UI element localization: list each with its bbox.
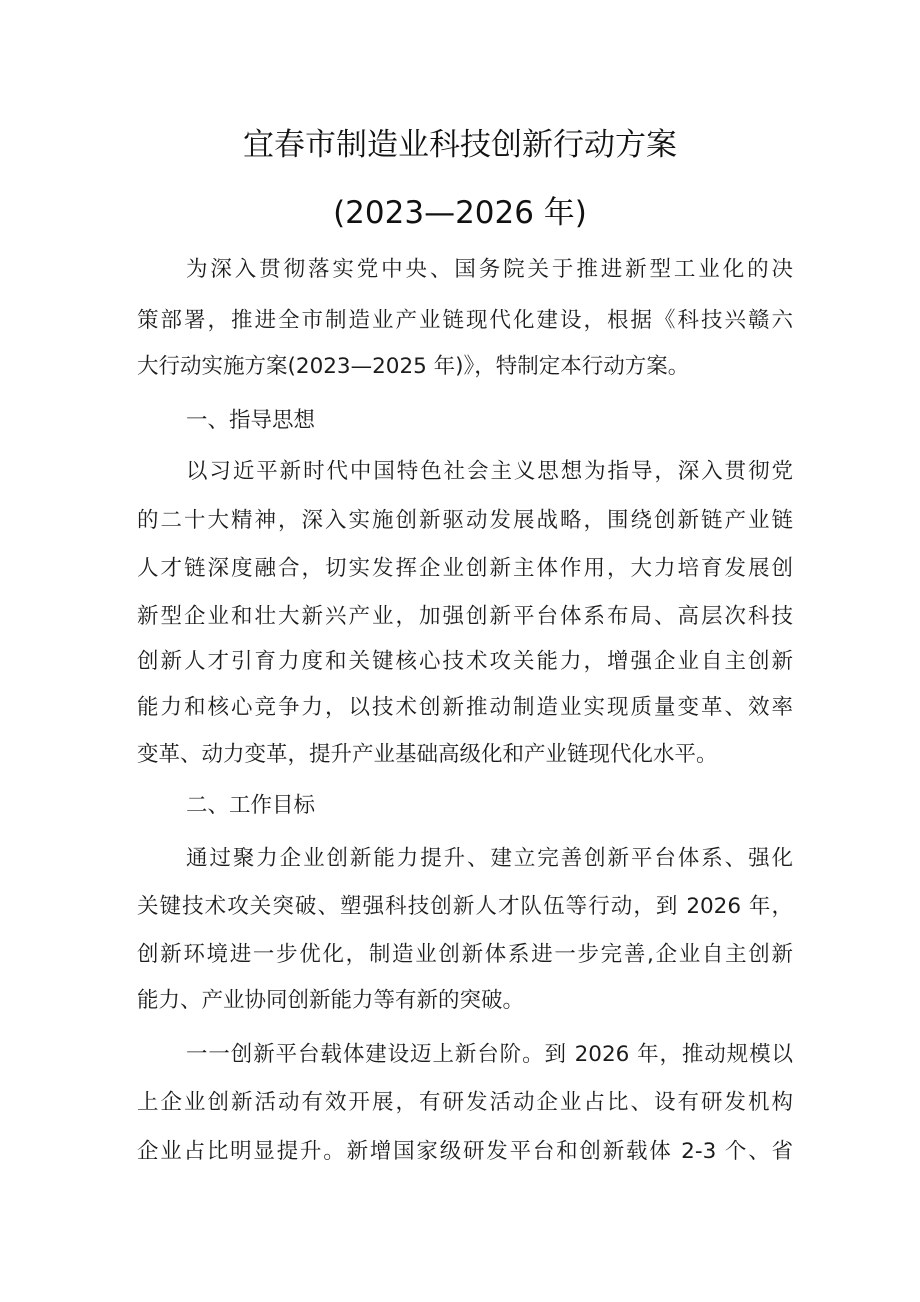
intro-line-2: 策部署，推进全市制造业产业链现代化建设，根据《科技兴赣六 [137, 308, 793, 333]
section1-line-3: 人才链深度融合，切实发挥企业创新主体作用，大力培育发展创 [137, 556, 793, 581]
section2-line-3: 创新环境进一步优化，制造业创新体系进一步完善,企业自主创新 [137, 942, 793, 967]
section1-line-4: 新型企业和壮大新兴产业，加强创新平台体系布局、高层次科技 [137, 604, 793, 629]
goal-item-1-line-1: 一一创新平台载体建设迈上新台阶。到 2026 年，推动规模以 [186, 1042, 793, 1067]
section-heading-guiding-ideology: 一、指导思想 [186, 408, 316, 433]
intro-line-1: 为深入贯彻落实党中央、国务院关于推进新型工业化的决 [186, 257, 793, 282]
section1-line-6: 能力和核心竞争力，以技术创新推动制造业实现质量变革、效率 [137, 695, 793, 720]
document-subtitle-years: (2023—2026 年) [333, 195, 587, 231]
section2-line-1: 通过聚力企业创新能力提升、建立完善创新平台体系、强化 [186, 846, 793, 871]
goal-item-1-line-2: 上企业创新活动有效开展，有研发活动企业占比、设有研发机构 [137, 1090, 793, 1115]
section1-line-1: 以习近平新时代中国特色社会主义思想为指导，深入贯彻党 [186, 459, 793, 484]
section2-line-4: 能力、产业协同创新能力等有新的突破。 [137, 988, 525, 1013]
document-title: 宜春市制造业科技创新行动方案 [243, 127, 677, 163]
intro-line-3: 大行动实施方案(2023—2025 年)》，特制定本行动方案。 [137, 354, 690, 379]
section2-line-2: 关键技术攻关突破、塑强科技创新人才队伍等行动，到 2026 年， [137, 894, 793, 919]
section-heading-work-goals: 二、工作目标 [186, 793, 316, 818]
section1-line-7: 变革、动力变革，提升产业基础高级化和产业链现代化水平。 [137, 742, 718, 767]
section1-line-2: 的二十大精神，深入实施创新驱动发展战略，围绕创新链产业链 [137, 508, 793, 533]
goal-item-1-line-3: 企业占比明显提升。新增国家级研发平台和创新载体 2-3 个、省 [137, 1139, 793, 1164]
section1-line-5: 创新人才引育力度和关键核心技术攻关能力，增强企业自主创新 [137, 649, 793, 674]
